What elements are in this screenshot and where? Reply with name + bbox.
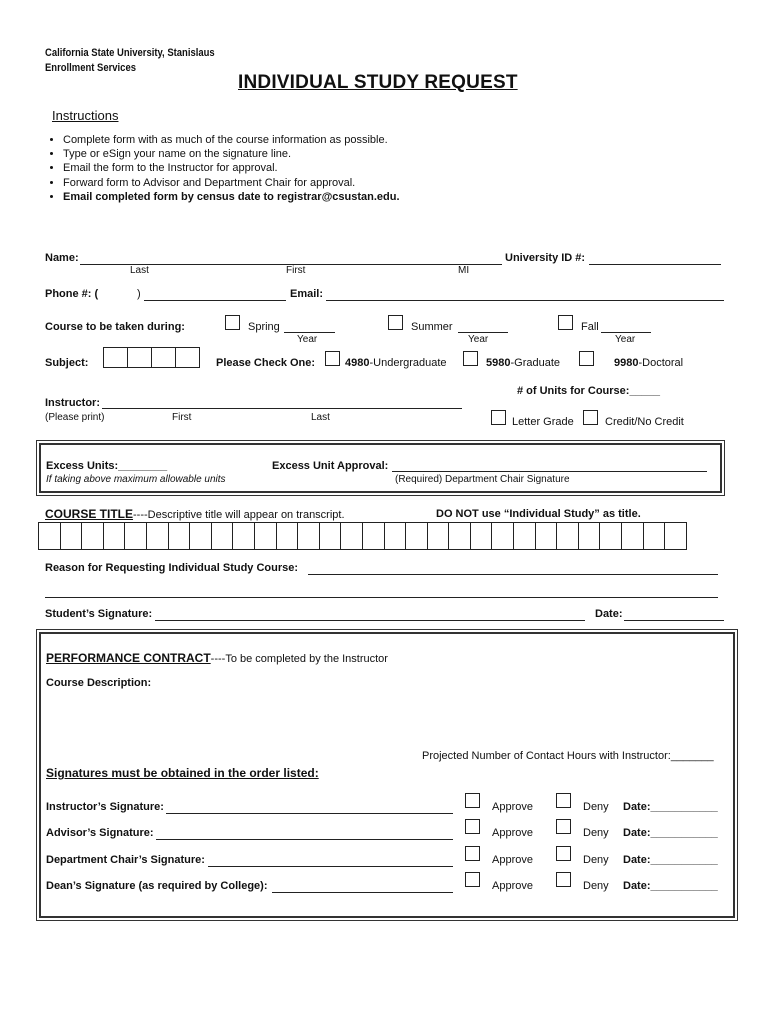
approve-label: Approve	[492, 801, 533, 813]
student-signature-field[interactable]	[155, 620, 585, 621]
approve-checkbox[interactable]	[465, 819, 480, 834]
instructor-name-field[interactable]	[102, 408, 462, 409]
student-date-field[interactable]	[624, 620, 724, 621]
approve-label: Approve	[492, 880, 533, 892]
instruction-item: • Complete form with as much of the course information as possible.	[63, 133, 400, 147]
reason-label: Reason for Requesting Individual Study Course:	[45, 562, 299, 574]
doctoral-label: -Doctoral	[638, 357, 684, 369]
approve-checkbox[interactable]	[465, 872, 480, 887]
phone-paren: )	[137, 288, 141, 300]
signer-date-label: Date:___________	[623, 880, 718, 892]
undergraduate-option	[345, 357, 447, 369]
course-title-char-box[interactable]	[491, 522, 514, 550]
graduate-label: -Graduate	[510, 357, 561, 369]
excess-units-note: If taking above maximum allowable units	[46, 474, 226, 485]
course-title-char-box[interactable]	[599, 522, 622, 550]
deny-label: Deny	[583, 827, 609, 839]
course-title-char-box[interactable]	[103, 522, 126, 550]
course-title-char-box[interactable]	[254, 522, 277, 550]
university-id-field[interactable]	[589, 264, 721, 265]
student-date-label: Date:	[595, 608, 623, 620]
doctoral-number: 9980	[614, 357, 639, 369]
course-title-char-box[interactable]	[297, 522, 320, 550]
course-title-char-box[interactable]	[470, 522, 493, 550]
course-title-char-box[interactable]	[578, 522, 601, 550]
summer-label: Summer	[411, 321, 453, 333]
signer-date-label: Date:___________	[623, 854, 718, 866]
summer-year-field[interactable]	[458, 332, 508, 333]
signer-signature-field[interactable]	[156, 839, 453, 840]
course-title-char-box[interactable]	[276, 522, 299, 550]
instructions-list	[47, 133, 400, 204]
undergraduate-checkbox[interactable]	[325, 351, 340, 366]
course-title-char-box[interactable]	[168, 522, 191, 550]
instructor-first-caption: First	[172, 412, 192, 423]
signer-date-label: Date:___________	[623, 801, 718, 813]
deny-label: Deny	[583, 854, 609, 866]
deny-checkbox[interactable]	[556, 793, 571, 808]
course-title-char-box[interactable]	[556, 522, 579, 550]
instructor-last-caption: Last	[311, 412, 330, 423]
instructor-label: Instructor:	[45, 397, 100, 409]
course-title-char-box[interactable]	[362, 522, 385, 550]
signer-signature-field[interactable]	[208, 866, 453, 867]
instruction-item: • Forward form to Advisor and Department Chair for approval.	[63, 176, 400, 190]
letter-grade-checkbox[interactable]	[491, 410, 506, 425]
signatures-heading: Signatures must be obtained in the order listed:	[46, 766, 319, 780]
deny-checkbox[interactable]	[556, 846, 571, 861]
graduate-option	[486, 357, 560, 369]
instruction-item: • Email the form to the Instructor for approval.	[63, 161, 400, 175]
name-last-caption: Last	[130, 265, 149, 276]
doctoral-option	[614, 357, 683, 369]
subject-char-box[interactable]	[151, 347, 176, 368]
spring-year-caption: Year	[297, 334, 318, 345]
course-title-char-box[interactable]	[340, 522, 363, 550]
signer-label: Instructor’s Signature:	[46, 801, 164, 813]
course-title-warning: DO NOT use “Individual Study” as title.	[436, 508, 641, 520]
fall-checkbox[interactable]	[558, 315, 573, 330]
course-title-char-box[interactable]	[38, 522, 61, 550]
signer-label: Department Chair’s Signature:	[46, 854, 205, 866]
course-term-label: Course to be taken during:	[45, 321, 185, 333]
signer-label: Dean’s Signature (as required by College):	[46, 880, 268, 892]
university-id-label: University ID #:	[505, 252, 586, 264]
credit-no-credit-label: Credit/No Credit	[605, 416, 684, 428]
instruction-item: • Email completed form by census date to registrar@csustan.edu.	[63, 190, 400, 204]
deny-checkbox[interactable]	[556, 819, 571, 834]
course-title-char-box[interactable]	[405, 522, 428, 550]
subject-char-box[interactable]	[103, 347, 128, 368]
course-title-char-box[interactable]	[319, 522, 342, 550]
approve-label: Approve	[492, 827, 533, 839]
excess-approval-note: (Required) Department Chair Signature	[395, 474, 570, 485]
course-title-char-box[interactable]	[384, 522, 407, 550]
deny-label: Deny	[583, 801, 609, 813]
deny-label: Deny	[583, 880, 609, 892]
spring-year-field[interactable]	[284, 332, 335, 333]
course-title-char-box[interactable]	[232, 522, 255, 550]
name-mi-caption: MI	[458, 265, 470, 276]
summer-year-caption: Year	[468, 334, 489, 345]
subject-char-box[interactable]	[127, 347, 152, 368]
approve-checkbox[interactable]	[465, 793, 480, 808]
course-title-char-box[interactable]	[60, 522, 83, 550]
contract-heading-label: PERFORMANCE CONTRACT	[46, 651, 211, 665]
course-title-char-box[interactable]	[146, 522, 169, 550]
fall-year-field[interactable]	[601, 332, 651, 333]
spring-checkbox[interactable]	[225, 315, 240, 330]
course-title-char-box[interactable]	[621, 522, 644, 550]
summer-checkbox[interactable]	[388, 315, 403, 330]
reason-field-2[interactable]	[45, 597, 718, 598]
undergraduate-number: 4980	[345, 357, 370, 369]
spring-label: Spring	[248, 321, 280, 333]
check-one-label: Please Check One:	[216, 357, 316, 369]
instruction-item: • Type or eSign your name on the signature line.	[63, 147, 400, 161]
undergraduate-label: -Undergraduate	[369, 357, 447, 369]
course-title-char-box[interactable]	[535, 522, 558, 550]
doctoral-checkbox[interactable]	[579, 351, 594, 366]
signer-signature-field[interactable]	[166, 813, 453, 814]
signer-signature-field[interactable]	[272, 892, 453, 893]
course-title-char-box[interactable]	[513, 522, 536, 550]
course-title-char-box[interactable]	[664, 522, 687, 550]
contract-heading	[46, 651, 388, 665]
phone-field[interactable]	[144, 300, 286, 301]
course-description-label: Course Description:	[46, 677, 152, 689]
contract-heading-note: ----To be completed by the Instructor	[210, 653, 388, 665]
fall-year-caption: Year	[615, 334, 636, 345]
approve-label: Approve	[492, 854, 533, 866]
excess-units-label: Excess Units:________	[46, 460, 168, 472]
graduate-checkbox[interactable]	[463, 351, 478, 366]
course-title-char-box[interactable]	[211, 522, 234, 550]
course-title-desc: ----Descriptive title will appear on transcript.	[133, 509, 345, 521]
letter-grade-label: Letter Grade	[512, 416, 574, 428]
subject-char-box[interactable]	[175, 347, 200, 368]
credit-no-credit-checkbox[interactable]	[583, 410, 598, 425]
units-label: # of Units for Course:_____	[517, 385, 661, 397]
excess-approval-field[interactable]	[392, 471, 707, 472]
email-label: Email:	[290, 288, 324, 300]
signer-label: Advisor’s Signature:	[46, 827, 154, 839]
course-title-label: COURSE TITLE	[45, 507, 134, 521]
email-field[interactable]	[326, 300, 724, 301]
org-name: California State University, Stanislaus	[45, 47, 215, 59]
contact-hours-label: Projected Number of Contact Hours with Instructor:_______	[422, 750, 714, 762]
subject-label: Subject:	[45, 357, 89, 369]
phone-label: Phone #: (	[45, 288, 99, 300]
student-signature-label: Student’s Signature:	[45, 608, 153, 620]
excess-approval-label: Excess Unit Approval:	[272, 460, 389, 472]
org-department: Enrollment Services	[45, 62, 136, 74]
deny-checkbox[interactable]	[556, 872, 571, 887]
please-print-caption: (Please print)	[45, 412, 105, 423]
name-first-caption: First	[286, 265, 306, 276]
course-title-boxes[interactable]	[39, 522, 687, 550]
course-title-char-box[interactable]	[643, 522, 666, 550]
course-title-char-box[interactable]	[124, 522, 147, 550]
course-title-char-box[interactable]	[448, 522, 471, 550]
approve-checkbox[interactable]	[465, 846, 480, 861]
name-label: Name:	[45, 252, 79, 264]
instructions-heading: Instructions	[52, 108, 119, 123]
course-title-char-box[interactable]	[427, 522, 450, 550]
course-title-char-box[interactable]	[189, 522, 212, 550]
subject-code-boxes[interactable]	[104, 347, 200, 368]
course-title-heading	[45, 507, 345, 521]
course-title-char-box[interactable]	[81, 522, 104, 550]
page-title: INDIVIDUAL STUDY REQUEST	[238, 72, 518, 93]
graduate-number: 5980	[486, 357, 511, 369]
reason-field[interactable]	[308, 574, 718, 575]
fall-label: Fall	[581, 321, 599, 333]
signer-date-label: Date:___________	[623, 827, 718, 839]
